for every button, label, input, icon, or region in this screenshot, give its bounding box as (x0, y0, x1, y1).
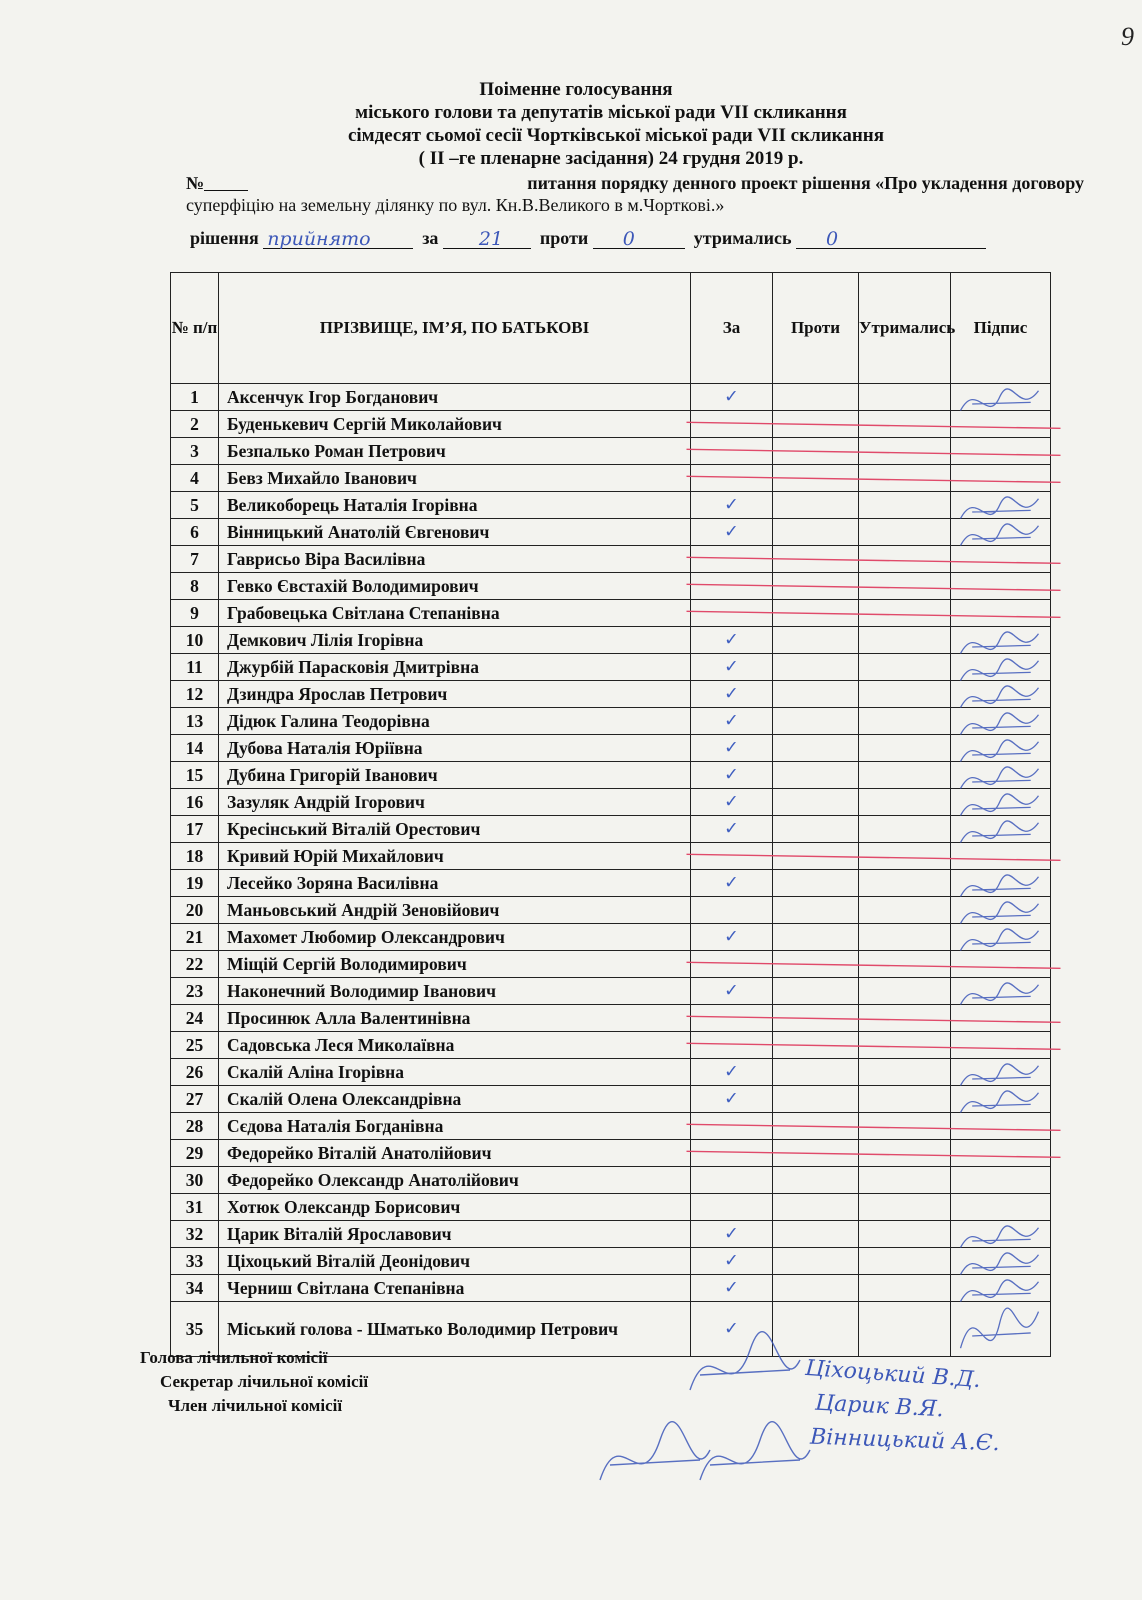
signature-cell (951, 924, 1051, 951)
row-number: 3 (171, 438, 219, 465)
col-for-header: За (691, 273, 773, 384)
row-number: 25 (171, 1032, 219, 1059)
signature-cell (951, 978, 1051, 1005)
deputy-name: Аксенчук Ігор Богданович (219, 384, 691, 411)
vote-against-cell (773, 519, 859, 546)
table-row (171, 978, 1051, 1005)
vote-abstained-cell (859, 1086, 951, 1113)
vote-against-cell (773, 978, 859, 1005)
deputy-name: Дубина Григорій Іванович (219, 762, 691, 789)
deputy-name: Гаврисьо Віра Василівна (219, 546, 691, 573)
vote-for-cell: ✓ (691, 384, 773, 411)
signature-cell (951, 1140, 1051, 1167)
table-row (171, 708, 1051, 735)
table-row (171, 384, 1051, 411)
vote-for-cell: ✓ (691, 924, 773, 951)
deputy-name: Демкович Лілія Ігорівна (219, 627, 691, 654)
vote-against-cell (773, 1302, 859, 1357)
row-number: 10 (171, 627, 219, 654)
vote-abstained-cell (859, 627, 951, 654)
header-line-4: ( II –ге пленарне засідання) 24 грудня 2019 р. (418, 148, 804, 169)
vote-for-cell: ✓ (691, 789, 773, 816)
vote-for-cell (691, 573, 773, 600)
table-row (171, 546, 1051, 573)
abstained-value: 0 (826, 228, 839, 250)
table-row (171, 600, 1051, 627)
vote-abstained-cell (859, 1059, 951, 1086)
table-row (171, 1005, 1051, 1032)
deputy-name: Міський голова - Шматько Володимир Петрович (219, 1302, 691, 1357)
deputy-name: Дубова Наталія Юріївна (219, 735, 691, 762)
deputy-name: Черниш Світлана Степанівна (219, 1275, 691, 1302)
header-title: Поіменне голосування (479, 79, 673, 100)
vote-abstained-cell (859, 897, 951, 924)
row-number: 18 (171, 843, 219, 870)
vote-for-cell (691, 411, 773, 438)
vote-for-cell: ✓ (691, 627, 773, 654)
table-row (171, 897, 1051, 924)
row-number: 4 (171, 465, 219, 492)
row-number: 22 (171, 951, 219, 978)
table-row (171, 1275, 1051, 1302)
vote-against-cell (773, 492, 859, 519)
vote-against-cell (773, 681, 859, 708)
vote-against-cell (773, 762, 859, 789)
vote-against-cell (773, 1140, 859, 1167)
row-number: 34 (171, 1275, 219, 1302)
signature-cell (951, 897, 1051, 924)
vote-abstained-cell (859, 843, 951, 870)
deputy-name: Хотюк Олександр Борисович (219, 1194, 691, 1221)
col-against-header: Проти (773, 273, 859, 384)
table-row (171, 1140, 1051, 1167)
vote-against-cell (773, 1059, 859, 1086)
deputy-name: Наконечний Володимир Іванович (219, 978, 691, 1005)
vote-for-cell: ✓ (691, 870, 773, 897)
table-row (171, 1167, 1051, 1194)
signature-cell (951, 870, 1051, 897)
vote-for-cell (691, 1167, 773, 1194)
row-number: 29 (171, 1140, 219, 1167)
vote-against-cell (773, 438, 859, 465)
vote-for-cell: ✓ (691, 519, 773, 546)
table-row (171, 816, 1051, 843)
header-line-3: сімдесят сьомої сесії Чортківської міської ради VII скликання (347, 125, 885, 146)
commission-chair-label: Голова лічильної комісії (140, 1348, 328, 1367)
row-number: 14 (171, 735, 219, 762)
vote-for-cell (691, 1032, 773, 1059)
deputy-name: Великоборець Наталія Ігорівна (219, 492, 691, 519)
row-number: 15 (171, 762, 219, 789)
deputy-name: Ціхоцький Віталій Деонідович (219, 1248, 691, 1275)
row-number: 1 (171, 384, 219, 411)
vote-for-cell: ✓ (691, 1302, 773, 1357)
vote-abstained-cell (859, 1005, 951, 1032)
deputy-name: Скалій Аліна Ігорівна (219, 1059, 691, 1086)
deputy-name: Садовська Леся Миколаївна (219, 1032, 691, 1059)
vote-abstained-cell (859, 762, 951, 789)
signature-cell (951, 1059, 1051, 1086)
counting-commission (140, 1346, 368, 1418)
vote-abstained-cell (859, 438, 951, 465)
page-number: 9 (1121, 22, 1134, 51)
vote-against-cell (773, 1113, 859, 1140)
vote-abstained-cell (859, 465, 951, 492)
vote-abstained-cell (859, 1140, 951, 1167)
vote-abstained-cell (859, 654, 951, 681)
signature-cell (951, 1113, 1051, 1140)
vote-against-cell (773, 1086, 859, 1113)
row-number: 31 (171, 1194, 219, 1221)
row-number: 5 (171, 492, 219, 519)
vote-for-cell: ✓ (691, 681, 773, 708)
table-row (171, 519, 1051, 546)
vote-for-cell (691, 600, 773, 627)
signature-cell (951, 1005, 1051, 1032)
col-number-header: № п/п (171, 273, 219, 384)
commission-chair-name: Ціхоцький В.Д. (804, 1355, 982, 1394)
signature-cell (951, 1167, 1051, 1194)
vote-for-cell (691, 438, 773, 465)
row-number: 6 (171, 519, 219, 546)
table-header-row (171, 273, 1051, 384)
deputy-name: Царик Віталій Ярославович (219, 1221, 691, 1248)
deputy-name: Міщій Сергій Володимирович (219, 951, 691, 978)
row-number: 35 (171, 1302, 219, 1357)
for-label: за (422, 228, 439, 248)
vote-for-cell (691, 951, 773, 978)
vote-for-cell: ✓ (691, 1086, 773, 1113)
vote-against-cell (773, 816, 859, 843)
vote-against-cell (773, 1032, 859, 1059)
decision-line (190, 228, 986, 249)
vote-abstained-cell (859, 573, 951, 600)
table-row (171, 1032, 1051, 1059)
signature-cell (951, 1302, 1051, 1357)
row-number: 24 (171, 1005, 219, 1032)
table-row (171, 573, 1051, 600)
vote-against-cell (773, 384, 859, 411)
deputy-name: Зазуляк Андрій Ігорович (219, 789, 691, 816)
vote-against-cell (773, 897, 859, 924)
vote-for-cell (691, 1194, 773, 1221)
row-number: 16 (171, 789, 219, 816)
row-number: 23 (171, 978, 219, 1005)
table-row (171, 627, 1051, 654)
vote-for-cell (691, 843, 773, 870)
table-row (171, 438, 1051, 465)
commission-secretary-name: Царик В.Я. (814, 1390, 945, 1423)
agenda-text-part1: питання порядку денного проект рішення «Про укладення договору (527, 173, 1084, 193)
table-row (171, 1194, 1051, 1221)
deputy-name: Маньовський Андрій Зеновійович (219, 897, 691, 924)
vote-against-cell (773, 870, 859, 897)
agenda-text-part2: суперфіцію на земельну ділянку по вул. Кн.В.Великого в м.Чорткові.» (186, 195, 725, 215)
commission-secretary-label: Секретар лічильної комісії (160, 1372, 369, 1391)
vote-abstained-cell (859, 1275, 951, 1302)
table-row (171, 411, 1051, 438)
deputy-name: Дзиндра Ярослав Петрович (219, 681, 691, 708)
signature-cell (951, 789, 1051, 816)
deputy-name: Грабовецька Світлана Степанівна (219, 600, 691, 627)
row-number: 11 (171, 654, 219, 681)
deputy-name: Просинюк Алла Валентинівна (219, 1005, 691, 1032)
table-row (171, 1059, 1051, 1086)
header-line-2: міського голови та депутатів міської ради VII скликання (355, 102, 847, 123)
vote-against-cell (773, 1005, 859, 1032)
signature-cell (951, 1086, 1051, 1113)
vote-for-cell: ✓ (691, 1275, 773, 1302)
row-number: 7 (171, 546, 219, 573)
row-number: 12 (171, 681, 219, 708)
vote-against-cell (773, 465, 859, 492)
row-number: 21 (171, 924, 219, 951)
signature-cell (951, 681, 1051, 708)
deputy-name: Гевко Євстахій Володимирович (219, 573, 691, 600)
signature-cell (951, 1221, 1051, 1248)
vote-against-cell (773, 1167, 859, 1194)
deputy-name: Лесейко Зоряна Василівна (219, 870, 691, 897)
vote-against-cell (773, 654, 859, 681)
commission-member-name: Вінницький А.Є. (809, 1424, 1001, 1457)
vote-for-cell: ✓ (691, 735, 773, 762)
deputy-name: Федорейко Олександр Анатолійович (219, 1167, 691, 1194)
commission-member-label: Член лічильної комісії (168, 1396, 343, 1415)
signature-cell (951, 654, 1051, 681)
vote-abstained-cell (859, 1248, 951, 1275)
vote-against-cell (773, 1248, 859, 1275)
vote-for-cell: ✓ (691, 1248, 773, 1275)
table-row (171, 654, 1051, 681)
signature-cell (951, 411, 1051, 438)
signature-cell (951, 816, 1051, 843)
decision-label: рішення (190, 228, 259, 248)
signature-cell (951, 843, 1051, 870)
table-row (171, 465, 1051, 492)
signature-cell (951, 735, 1051, 762)
vote-for-cell: ✓ (691, 978, 773, 1005)
table-row (171, 735, 1051, 762)
row-number: 32 (171, 1221, 219, 1248)
signature-cell (951, 438, 1051, 465)
table-row (171, 1248, 1051, 1275)
vote-against-cell (773, 411, 859, 438)
agenda-number-prefix: № (186, 173, 205, 193)
row-number: 33 (171, 1248, 219, 1275)
row-number: 13 (171, 708, 219, 735)
vote-abstained-cell (859, 546, 951, 573)
vote-abstained-cell (859, 384, 951, 411)
vote-abstained-cell (859, 816, 951, 843)
vote-abstained-cell (859, 1302, 951, 1357)
vote-for-cell: ✓ (691, 1221, 773, 1248)
abstained-label: утримались (693, 228, 792, 248)
table-row (171, 924, 1051, 951)
row-number: 2 (171, 411, 219, 438)
table-row (171, 951, 1051, 978)
deputy-name: Дідюк Галина Теодорівна (219, 708, 691, 735)
signature-cell (951, 573, 1051, 600)
vote-against-cell (773, 1221, 859, 1248)
row-number: 19 (171, 870, 219, 897)
deputy-name: Безпалько Роман Петрович (219, 438, 691, 465)
col-abstained-header: Утримались (859, 273, 951, 384)
vote-abstained-cell (859, 924, 951, 951)
vote-against-cell (773, 1275, 859, 1302)
deputy-name: Сєдова Наталія Богданівна (219, 1113, 691, 1140)
agenda-item (186, 172, 1084, 216)
vote-against-cell (773, 546, 859, 573)
row-number: 8 (171, 573, 219, 600)
vote-abstained-cell (859, 951, 951, 978)
vote-abstained-cell (859, 600, 951, 627)
signature-cell (951, 600, 1051, 627)
commission-signature (600, 1422, 710, 1480)
vote-abstained-cell (859, 978, 951, 1005)
vote-for-cell: ✓ (691, 492, 773, 519)
signature-cell (951, 1275, 1051, 1302)
table-row (171, 1086, 1051, 1113)
vote-against-cell (773, 735, 859, 762)
vote-against-cell (773, 843, 859, 870)
deputy-name: Джурбій Парасковія Дмитрівна (219, 654, 691, 681)
deputy-name: Кресінський Віталій Орестович (219, 816, 691, 843)
table-row (171, 870, 1051, 897)
vote-for-cell (691, 897, 773, 924)
table-row (171, 492, 1051, 519)
row-number: 26 (171, 1059, 219, 1086)
signature-cell (951, 708, 1051, 735)
vote-abstained-cell (859, 1221, 951, 1248)
vote-against-cell (773, 627, 859, 654)
vote-abstained-cell (859, 411, 951, 438)
vote-abstained-cell (859, 1032, 951, 1059)
against-label: проти (539, 228, 589, 248)
row-number: 30 (171, 1167, 219, 1194)
signature-cell (951, 762, 1051, 789)
vote-for-cell (691, 1005, 773, 1032)
vote-against-cell (773, 1194, 859, 1221)
row-number: 28 (171, 1113, 219, 1140)
table-row (171, 681, 1051, 708)
deputy-name: Махомет Любомир Олександрович (219, 924, 691, 951)
voting-table (170, 272, 1051, 1357)
col-signature-header: Підпис (951, 273, 1051, 384)
deputy-name: Федорейко Віталій Анатолійович (219, 1140, 691, 1167)
signature-cell (951, 546, 1051, 573)
vote-for-cell (691, 546, 773, 573)
against-value: 0 (622, 228, 635, 250)
signature-cell (951, 519, 1051, 546)
vote-abstained-cell (859, 1113, 951, 1140)
signature-cell (951, 1032, 1051, 1059)
vote-abstained-cell (859, 1194, 951, 1221)
vote-against-cell (773, 708, 859, 735)
decision-value: прийнято (267, 228, 371, 250)
signature-cell (951, 1248, 1051, 1275)
deputy-name: Буденькевич Сергій Миколайович (219, 411, 691, 438)
vote-abstained-cell (859, 1167, 951, 1194)
table-row (171, 789, 1051, 816)
row-number: 20 (171, 897, 219, 924)
vote-against-cell (773, 600, 859, 627)
vote-for-cell (691, 1140, 773, 1167)
table-row (171, 1113, 1051, 1140)
vote-for-cell: ✓ (691, 762, 773, 789)
agenda-number-blank (204, 172, 248, 191)
signature-cell (951, 951, 1051, 978)
document-header (0, 78, 1142, 170)
vote-abstained-cell (859, 870, 951, 897)
vote-against-cell (773, 951, 859, 978)
commission-signature (700, 1422, 810, 1480)
vote-abstained-cell (859, 681, 951, 708)
signature-cell (951, 1194, 1051, 1221)
col-name-header: ПРІЗВИЩЕ, ІМ’Я, ПО БАТЬКОВІ (219, 273, 691, 384)
deputy-name: Вінницький Анатолій Євгенович (219, 519, 691, 546)
for-value: 21 (478, 228, 504, 250)
vote-abstained-cell (859, 492, 951, 519)
vote-for-cell: ✓ (691, 654, 773, 681)
row-number: 27 (171, 1086, 219, 1113)
signature-cell (951, 384, 1051, 411)
row-number: 9 (171, 600, 219, 627)
deputy-name: Кривий Юрій Михайлович (219, 843, 691, 870)
vote-for-cell: ✓ (691, 708, 773, 735)
signature-cell (951, 465, 1051, 492)
deputy-name: Скалій Олена Олександрівна (219, 1086, 691, 1113)
deputy-name: Бевз Михайло Іванович (219, 465, 691, 492)
signature-cell (951, 627, 1051, 654)
vote-against-cell (773, 924, 859, 951)
vote-against-cell (773, 573, 859, 600)
table-row (171, 762, 1051, 789)
vote-against-cell (773, 789, 859, 816)
table-row (171, 1221, 1051, 1248)
vote-abstained-cell (859, 519, 951, 546)
signature-cell (951, 492, 1051, 519)
vote-abstained-cell (859, 735, 951, 762)
table-row (171, 843, 1051, 870)
vote-abstained-cell (859, 789, 951, 816)
vote-for-cell: ✓ (691, 1059, 773, 1086)
vote-for-cell (691, 465, 773, 492)
row-number: 17 (171, 816, 219, 843)
vote-for-cell (691, 1113, 773, 1140)
vote-for-cell: ✓ (691, 816, 773, 843)
vote-abstained-cell (859, 708, 951, 735)
